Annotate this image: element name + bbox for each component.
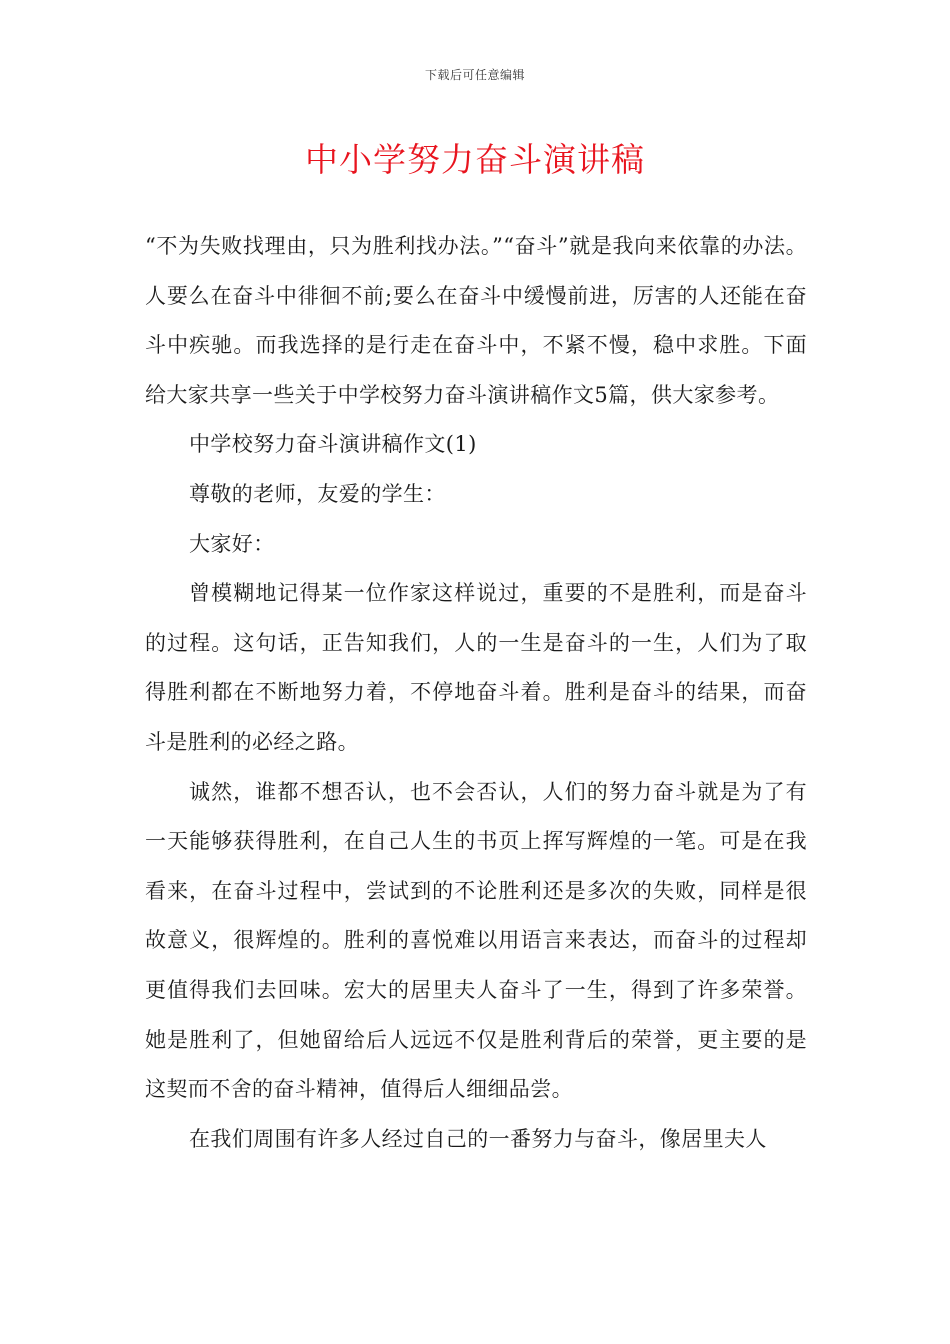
document-body xyxy=(145,222,807,1164)
paragraph-salutation: 尊敬的老师，友爱的学生： xyxy=(189,481,446,506)
paragraph-greeting: 大家好： xyxy=(189,531,275,556)
paragraph-body-3: 在我们周围有许多人经过自己的一番努力与奋斗，像居里夫人 xyxy=(189,1126,767,1151)
paragraph-intro: “不为失败找理由，只为胜利找办法。”“奋斗”就是我向来依靠的办法。人要么在奋斗中徘徊不前;要么在奋斗中缓慢前进，厉害的人还能在奋斗中疾驰。而我选择的是行走在奋斗中，不紧不慢，稳中求胜。下面给大家共享一些关于中学校努力奋斗演讲稿作文5篇，供大家参考。 xyxy=(145,234,807,407)
paragraph-body-1: 曾模糊地记得某一位作家这样说过，重要的不是胜利，而是奋斗的过程。这句话，正告知我们，人的一生是奋斗的一生，人们为了取得胜利都在不断地努力着，不停地奋斗着。胜利是奋斗的结果，而奋斗是胜利的必经之路。 xyxy=(145,581,807,754)
paragraph-heading: 中学校努力奋斗演讲稿作文(1) xyxy=(189,432,477,457)
header-note: 下载后可任意编辑 xyxy=(424,68,525,82)
paragraph-body-2: 诚然，谁都不想否认，也不会否认，人们的努力奋斗就是为了有一天能够获得胜利，在自己人生的书页上挥写辉煌的一笔。可是在我看来，在奋斗过程中，尝试到的不论胜利还是多次的失败，同样是很故意义，很辉煌的。胜利的喜悦难以用语言来表达，而奋斗的过程却更值得我们去回味。宏大的居里夫人奋斗了一生，得到了许多荣誉。她是胜利了，但她留给后人远远不仅是胜利背后的荣誉，更主要的是这契而不舍的奋斗精神，值得后人细细品尝。 xyxy=(145,779,807,1102)
document-title: 中小学努力奋斗演讲稿 xyxy=(305,140,645,179)
